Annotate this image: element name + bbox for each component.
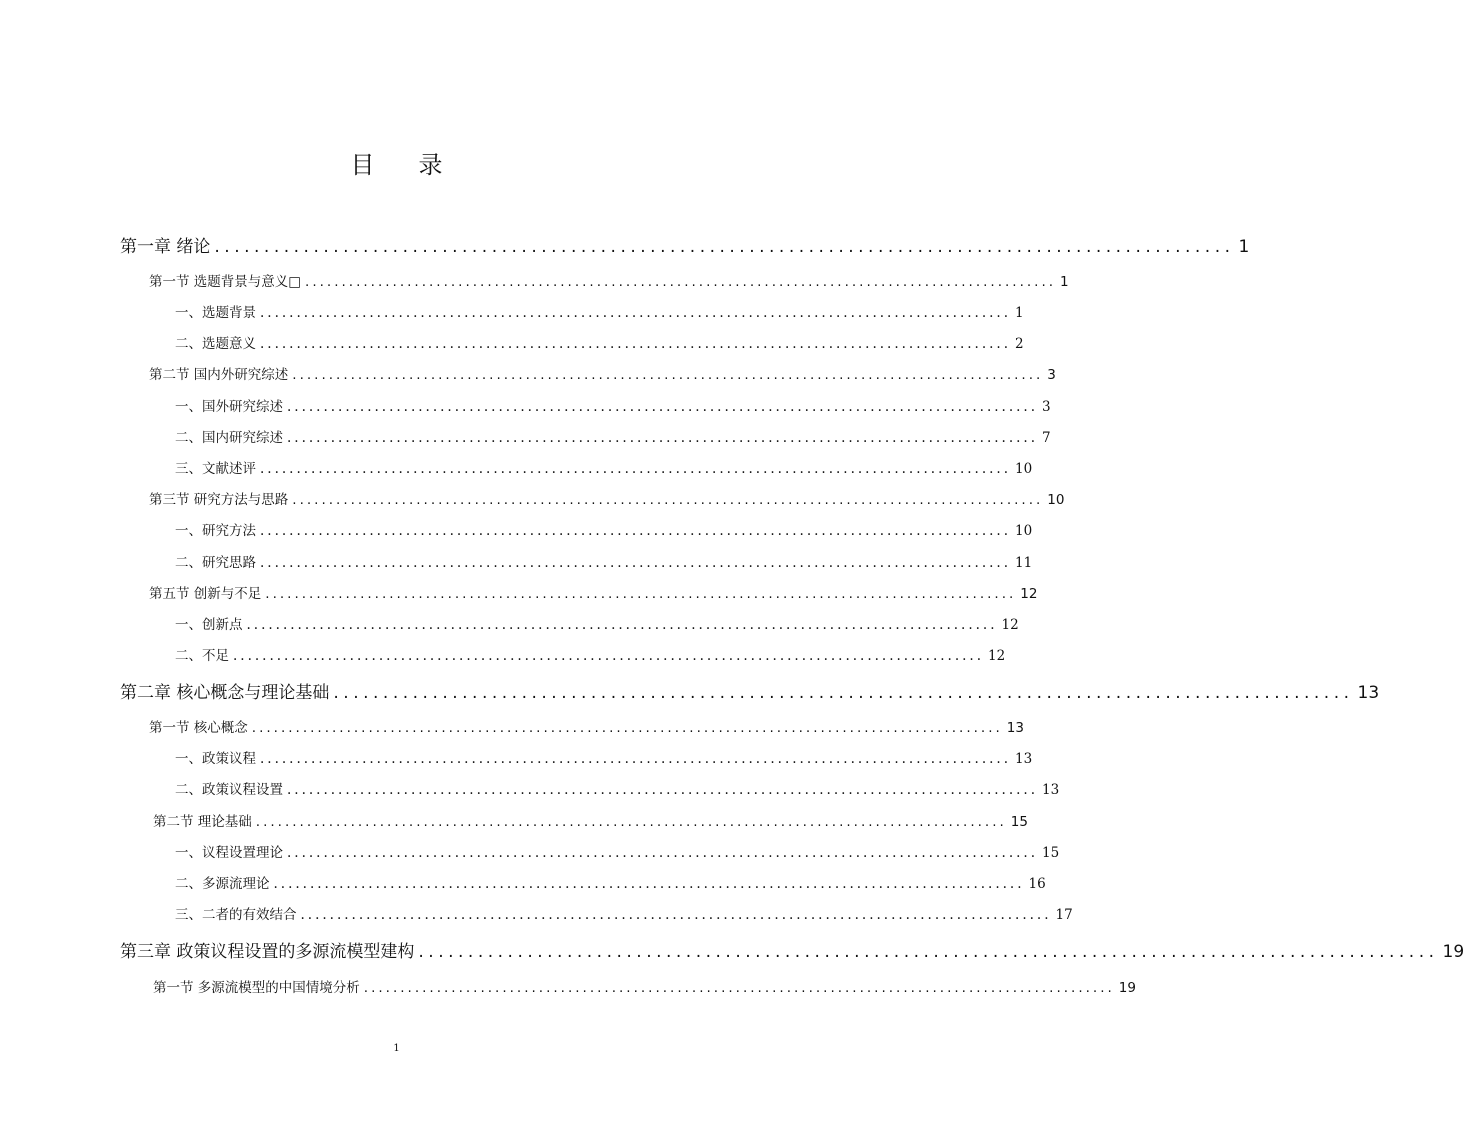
toc-section-entry[interactable] <box>149 270 1069 290</box>
toc-subsection-entry[interactable] <box>175 903 1073 923</box>
toc-leader-dots: ....................................................................................................... <box>287 399 1038 415</box>
toc-subsection-entry[interactable] <box>175 747 1033 767</box>
toc-subsection-entry[interactable] <box>175 613 1019 633</box>
toc-page-number: 15 <box>1010 814 1028 830</box>
toc-entry-label: 一、国外研究综述 <box>175 399 283 415</box>
toc-leader-dots: ....................................................................................................... <box>260 555 1011 571</box>
toc-title-char-2: 录 <box>418 151 443 179</box>
toc-entry-label: 二、选题意义 <box>175 336 256 352</box>
toc-leader-dots: ....................................................................................................... <box>214 237 1235 257</box>
toc-chapter-entry[interactable] <box>120 232 1250 257</box>
toc-subsection-entry[interactable] <box>175 841 1060 861</box>
toc-page-number: 3 <box>1047 367 1056 383</box>
toc-page-number: 11 <box>1015 555 1033 571</box>
toc-leader-dots: ....................................................................................................... <box>287 430 1038 446</box>
toc-leader-dots: ....................................................................................................... <box>363 980 1115 996</box>
toc-page-number: 1 <box>1060 274 1069 290</box>
toc-subsection-entry[interactable] <box>175 778 1060 798</box>
toc-entry-label: 第二节 国内外研究综述 <box>149 367 289 383</box>
toc-subsection-entry[interactable] <box>175 519 1033 539</box>
toc-section-entry[interactable] <box>149 488 1065 508</box>
toc-leader-dots: ....................................................................................................... <box>255 814 1007 830</box>
toc-subsection-entry[interactable] <box>175 644 1006 664</box>
toc-leader-dots: ....................................................................................................... <box>287 782 1038 798</box>
toc-page-number: 19 <box>1118 980 1136 996</box>
toc-page-number: 12 <box>1020 586 1038 602</box>
toc-title-char-1: 目 <box>350 151 375 179</box>
toc-page-number: 7 <box>1042 430 1051 446</box>
toc-page-number: 12 <box>988 648 1006 664</box>
toc-entry-label: 三、文献述评 <box>175 461 256 477</box>
toc-page-number: 19 <box>1442 942 1464 962</box>
toc-leader-dots: ....................................................................................................... <box>246 617 998 633</box>
toc-entry-label: 一、创新点 <box>175 617 243 633</box>
toc-leader-dots: ....................................................................................................... <box>333 683 1354 703</box>
toc-page-number: 13 <box>1006 720 1024 736</box>
toc-leader-dots: ....................................................................................................... <box>260 523 1011 539</box>
toc-leader-dots: ....................................................................................................... <box>260 751 1011 767</box>
toc-leader-dots: ....................................................................................................... <box>418 942 1439 962</box>
toc-page-number: 2 <box>1015 336 1024 352</box>
toc-leader-dots: ....................................................................................................... <box>233 648 984 664</box>
toc-leader-dots: ....................................................................................................... <box>273 876 1025 892</box>
toc-entry-label: 第五节 创新与不足 <box>149 586 262 602</box>
toc-page-number: 17 <box>1055 907 1073 923</box>
toc-page-number: 13 <box>1042 782 1060 798</box>
toc-page-number: 15 <box>1042 845 1060 861</box>
toc-entry-label: 第一节 核心概念 <box>149 720 248 736</box>
toc-entry-label: 一、选题背景 <box>175 305 256 321</box>
toc-entry-label: 二、国内研究综述 <box>175 430 283 446</box>
toc-page-number: 13 <box>1357 683 1380 703</box>
toc-entry-label: 第一章 绪论 <box>120 237 211 257</box>
toc-entry-label: 第二节 理论基础 <box>153 814 252 830</box>
toc-entry-label: 一、议程设置理论 <box>175 845 283 861</box>
toc-page-number: 16 <box>1028 876 1046 892</box>
toc-page-number: 10 <box>1015 461 1033 477</box>
toc-chapter-entry[interactable] <box>120 678 1380 703</box>
toc-entry-label: 第三节 研究方法与思路 <box>149 492 289 508</box>
toc-page-number: 1 <box>1015 305 1024 321</box>
toc-section-entry[interactable] <box>149 582 1038 602</box>
toc-page-number: 10 <box>1047 492 1065 508</box>
page-number-footer: 1 <box>393 1043 400 1054</box>
toc-page-number: 3 <box>1042 399 1051 415</box>
toc-leader-dots: ....................................................................................................... <box>292 367 1044 383</box>
toc-page-number: 1 <box>1238 237 1250 257</box>
toc-subsection-entry[interactable] <box>175 457 1033 477</box>
toc-entry-label: 一、研究方法 <box>175 523 256 539</box>
toc-section-entry[interactable] <box>153 976 1136 996</box>
toc-entry-label: 二、研究思路 <box>175 555 256 571</box>
toc-entry-label: 二、政策议程设置 <box>175 782 283 798</box>
toc-chapter-entry[interactable] <box>120 937 1464 962</box>
toc-leader-dots: ....................................................................................................... <box>292 492 1044 508</box>
toc-entry-label: 第一节 多源流模型的中国情境分析 <box>153 980 360 996</box>
toc-page-number: 10 <box>1015 523 1033 539</box>
toc-subsection-entry[interactable] <box>175 301 1024 321</box>
toc-entry-label: 第三章 政策议程设置的多源流模型建构 <box>120 942 415 962</box>
toc-subsection-entry[interactable] <box>175 551 1033 571</box>
toc-leader-dots: ....................................................................................................... <box>265 586 1017 602</box>
toc-leader-dots: ....................................................................................................... <box>260 305 1011 321</box>
toc-page-number: 13 <box>1015 751 1033 767</box>
toc-title <box>0 145 793 180</box>
toc-leader-dots: ....................................................................................................... <box>260 461 1011 477</box>
toc-section-entry[interactable] <box>149 716 1024 736</box>
toc-section-entry[interactable] <box>153 810 1028 830</box>
toc-entry-label: 第二章 核心概念与理论基础 <box>120 683 330 703</box>
toc-leader-dots: ....................................................................................................... <box>260 336 1011 352</box>
toc-leader-dots: ....................................................................................................... <box>287 845 1038 861</box>
toc-leader-dots: ....................................................................................................... <box>300 907 1052 923</box>
toc-entry-label: 第一节 选题背景与意义□ <box>149 274 302 290</box>
toc-entry-label: 二、多源流理论 <box>175 876 270 892</box>
toc-page-number: 12 <box>1001 617 1019 633</box>
toc-leader-dots: ....................................................................................................... <box>305 274 1057 290</box>
toc-subsection-entry[interactable] <box>175 395 1051 415</box>
toc-entry-label: 一、政策议程 <box>175 751 256 767</box>
toc-entry-label: 二、不足 <box>175 648 229 664</box>
toc-subsection-entry[interactable] <box>175 332 1024 352</box>
toc-subsection-entry[interactable] <box>175 872 1046 892</box>
toc-subsection-entry[interactable] <box>175 426 1051 446</box>
toc-leader-dots: ....................................................................................................... <box>251 720 1003 736</box>
toc-entry-label: 三、二者的有效结合 <box>175 907 297 923</box>
toc-section-entry[interactable] <box>149 363 1056 383</box>
